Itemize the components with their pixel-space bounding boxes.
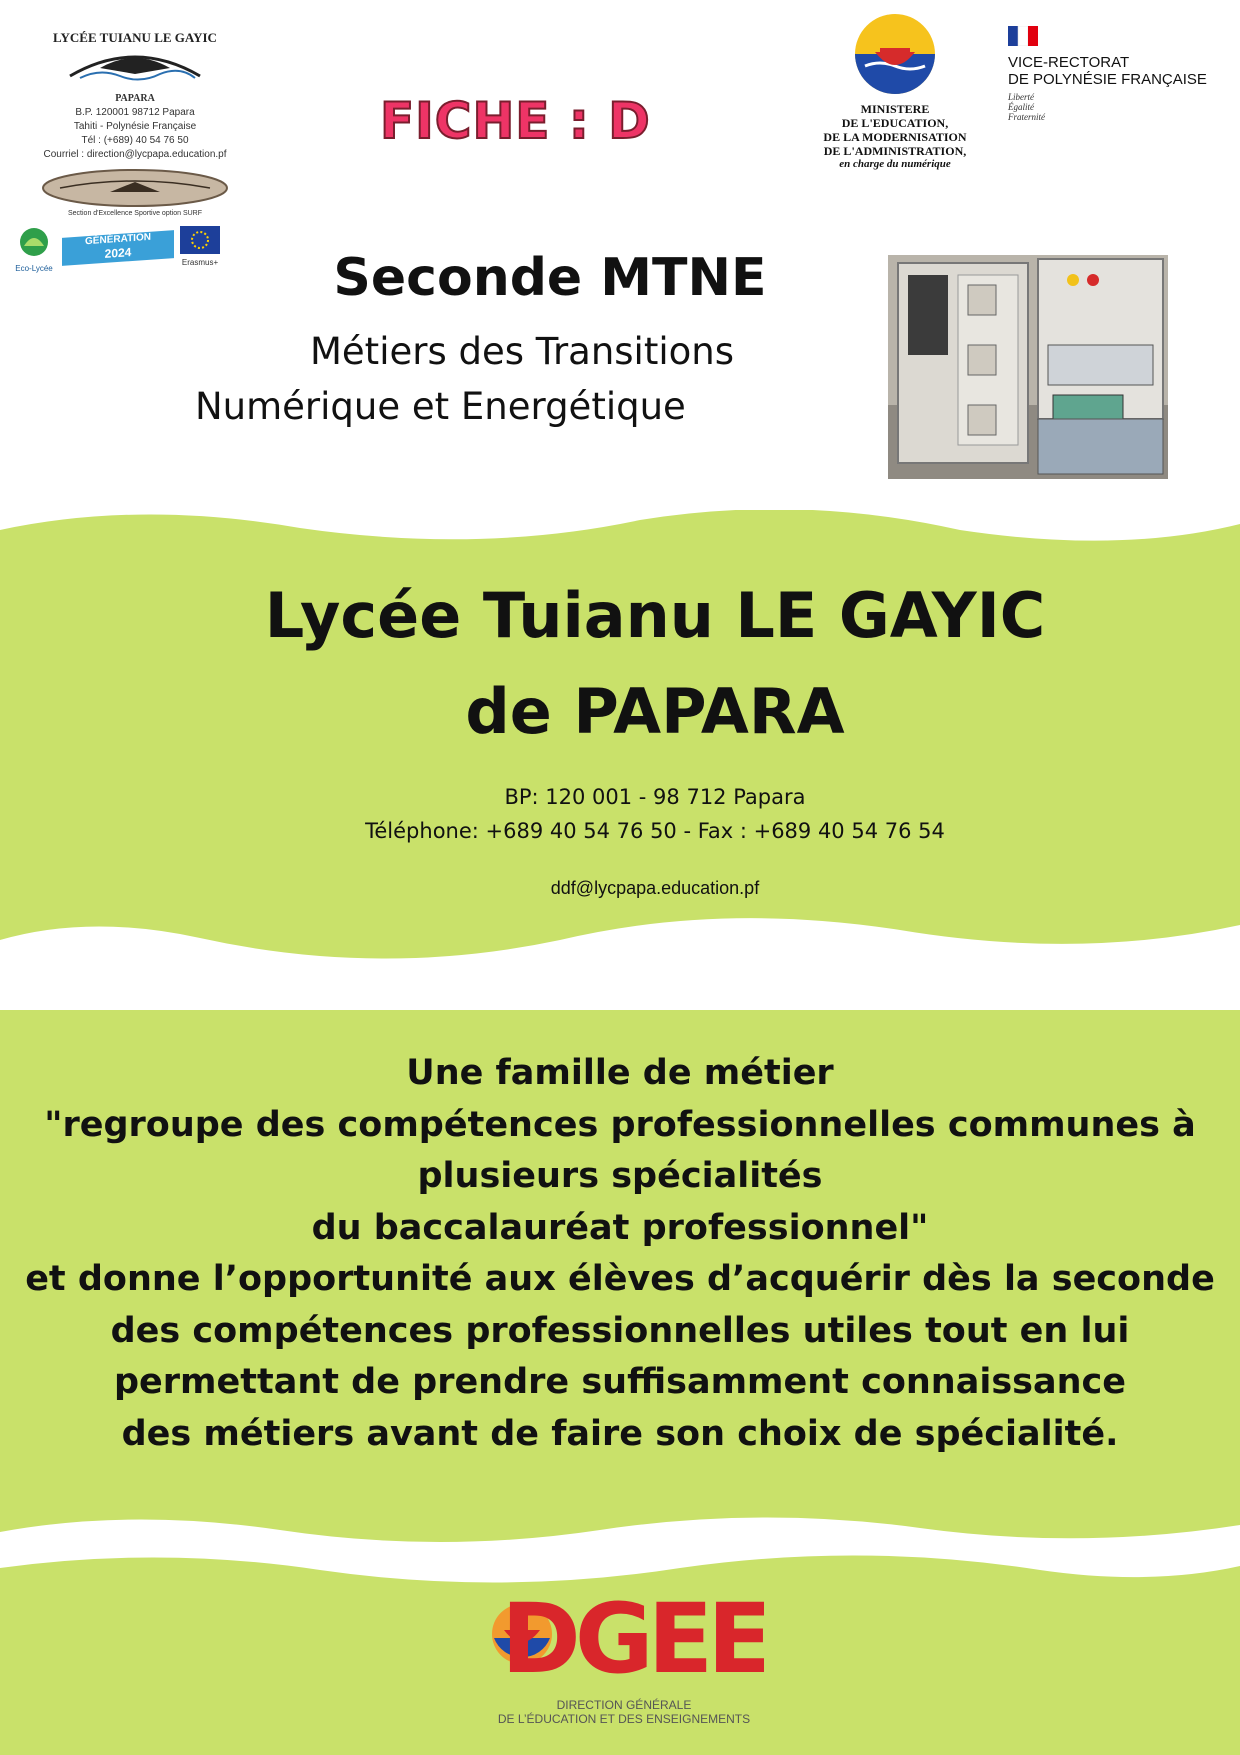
- lycee-name: [0, 568, 1240, 760]
- ministry-block: [800, 14, 990, 170]
- school-logo-place: PAPARA: [115, 93, 155, 104]
- ministry-line3: DE LA MODERNISATION: [823, 130, 967, 144]
- famille-line: plusieurs spécialités: [417, 1156, 823, 1196]
- erasmus-badge: [178, 226, 222, 267]
- vice-rectorat-block: [1008, 26, 1233, 122]
- polynesia-seal-icon: [850, 14, 940, 98]
- eu-flag-icon: [180, 226, 220, 254]
- surf-section-caption: Section d'Excellence Sportive option SURF: [67, 210, 202, 217]
- generation-badge: [62, 230, 174, 266]
- lycee-name-line1: Lycée Tuianu LE GAYIC: [264, 579, 1046, 652]
- school-logo-icon: [40, 18, 230, 88]
- famille-line: et donne l’opportunité aux élèves d’acquérir dès la seconde: [25, 1259, 1215, 1299]
- school-email: Courriel : direction@lycpapa.education.pf: [43, 149, 227, 160]
- lycee-address: BP: 120 001 - 98 712 Papara: [504, 785, 806, 809]
- program-title: Seconde MTNE: [333, 248, 767, 308]
- generation-year: 2024: [104, 245, 132, 261]
- famille-line: "regroupe des compétences professionnelles communes à: [44, 1104, 1196, 1145]
- generation-label: GÉNÉRATION: [85, 231, 151, 248]
- motto-fraternite: Fraternité: [1008, 112, 1045, 122]
- famille-description: [0, 1048, 1240, 1460]
- eco-leaf-icon: [12, 226, 56, 260]
- program-subtitle-line1: Métiers des Transitions: [310, 330, 734, 373]
- eco-lycee-badge: [12, 226, 56, 273]
- dgee-logo-block: [484, 1590, 764, 1726]
- ministry-line5: en charge du numérique: [839, 158, 951, 170]
- famille-line: des compétences professionnelles utiles tout en lui: [110, 1310, 1130, 1351]
- school-phone: Tél : (+689) 40 54 76 50: [81, 135, 189, 146]
- vice-rectorat-line1: VICE-RECTORAT: [1008, 54, 1130, 71]
- equipment-photo: [888, 255, 1168, 479]
- eco-lycee-label: Eco-Lycée: [15, 264, 53, 273]
- dgee-line1: DIRECTION GÉNÉRALE: [556, 1698, 692, 1712]
- school-logo-block: [15, 18, 230, 276]
- ministry-line4: DE L'ADMINISTRATION,: [823, 144, 967, 158]
- lycee-email[interactable]: ddf@lycpapa.education.pf: [550, 878, 760, 898]
- ministry-line2: DE L'EDUCATION,: [841, 116, 949, 130]
- program-subtitle-line2: Numérique et Energétique: [195, 385, 686, 428]
- erasmus-label: Erasmus+: [181, 258, 219, 267]
- fiche-title: FICHE : D: [380, 92, 651, 150]
- surfboard-icon: [40, 166, 230, 214]
- lycee-phone-fax: Téléphone: +689 40 54 76 50 - Fax : +689 40 54 76 54: [365, 819, 945, 843]
- famille-line: Une famille de métier: [406, 1053, 834, 1093]
- school-address-line2: Tahiti - Polynésie Française: [73, 121, 197, 132]
- school-address-line1: B.P. 120001 98712 Papara: [75, 107, 195, 118]
- famille-line: permettant de prendre suffisamment connaissance: [113, 1362, 1127, 1402]
- dgee-logo-icon: [484, 1590, 764, 1694]
- dgee-logo-letters: DGEE: [501, 1590, 764, 1694]
- contact-block: [0, 780, 1240, 848]
- school-logo-text: LYCÉE TUIANU LE GAYIC: [53, 30, 217, 45]
- famille-line: du baccalauréat professionnel": [311, 1207, 929, 1248]
- motto-egalite: Égalité: [1008, 102, 1034, 112]
- labels-row: [15, 226, 230, 276]
- lycee-name-line2: de PAPARA: [465, 675, 845, 748]
- dgee-line2: DE L’ÉDUCATION ET DES ENSEIGNEMENTS: [497, 1712, 751, 1726]
- famille-line: des métiers avant de faire son choix de spécialité.: [121, 1413, 1119, 1454]
- ministry-line1: MINISTERE: [860, 102, 930, 116]
- vice-rectorat-line2: DE POLYNÉSIE FRANÇAISE: [1008, 71, 1207, 88]
- motto-liberte: Liberté: [1008, 92, 1034, 102]
- marianne-flag-icon: [1008, 26, 1038, 46]
